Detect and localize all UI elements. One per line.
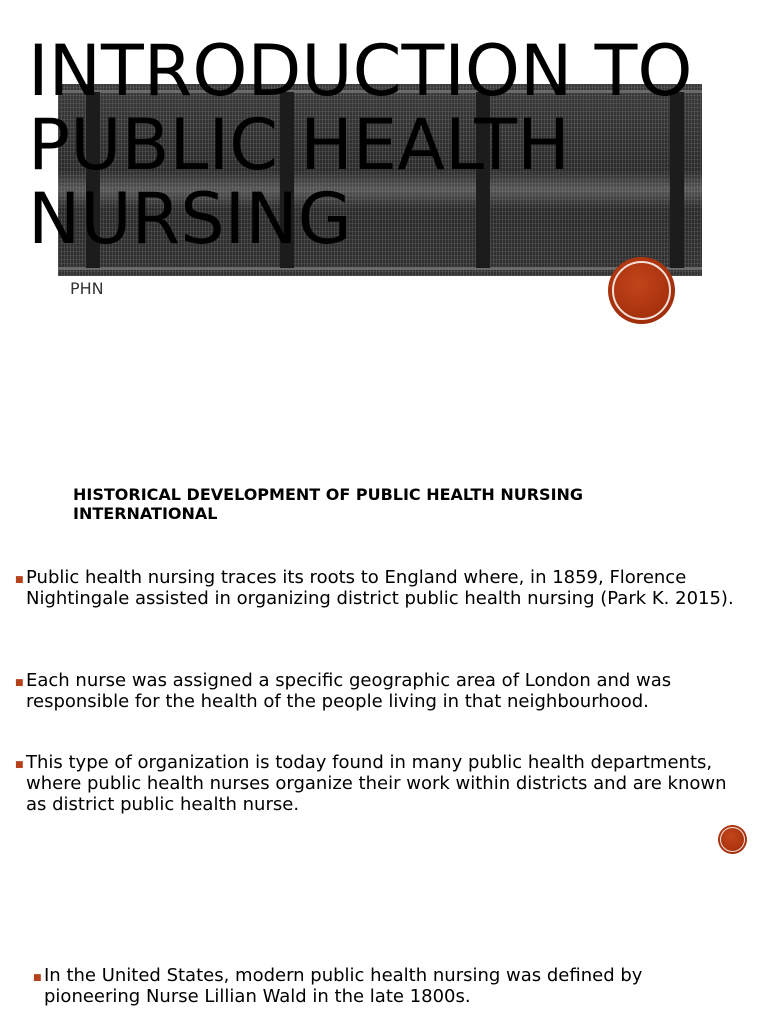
slide-subtitle: PHN <box>70 279 104 298</box>
decorative-circle-icon <box>718 825 747 854</box>
bullet-text: Each nurse was assigned a specific geographic area of London and was responsible for the health of the people living in that neighbourhood. <box>26 670 672 712</box>
bullet-item <box>33 965 744 1007</box>
bullet-text: In the United States, modern public health nursing was defined by pioneering Nurse Lillian Wald in the late 1800s. <box>44 965 643 1007</box>
bullet-item <box>15 567 746 609</box>
bullet-marker-icon: ■ <box>15 678 24 688</box>
bullet-marker-icon: ■ <box>15 575 24 585</box>
bullet-text: This type of organization is today found in many public health departments, where public health nurses organize their work within districts and are known as district public health nurse. <box>26 752 727 815</box>
decorative-circle-icon <box>608 257 675 324</box>
bullet-marker-icon: ■ <box>33 973 42 983</box>
bullet-marker-icon: ■ <box>15 760 24 770</box>
slide-title: INTRODUCTION TO PUBLIC HEALTH NURSING <box>28 30 693 260</box>
banner-stripe <box>58 267 702 270</box>
section-heading: HISTORICAL DEVELOPMENT OF PUBLIC HEALTH NURSING INTERNATIONAL <box>73 485 584 523</box>
bullet-item <box>15 670 746 712</box>
bullet-text: Public health nursing traces its roots to England where, in 1859, Florence Nightingale assisted in organizing district public health nursing (Park K. 2015). <box>26 567 734 609</box>
bullet-item <box>15 752 746 815</box>
